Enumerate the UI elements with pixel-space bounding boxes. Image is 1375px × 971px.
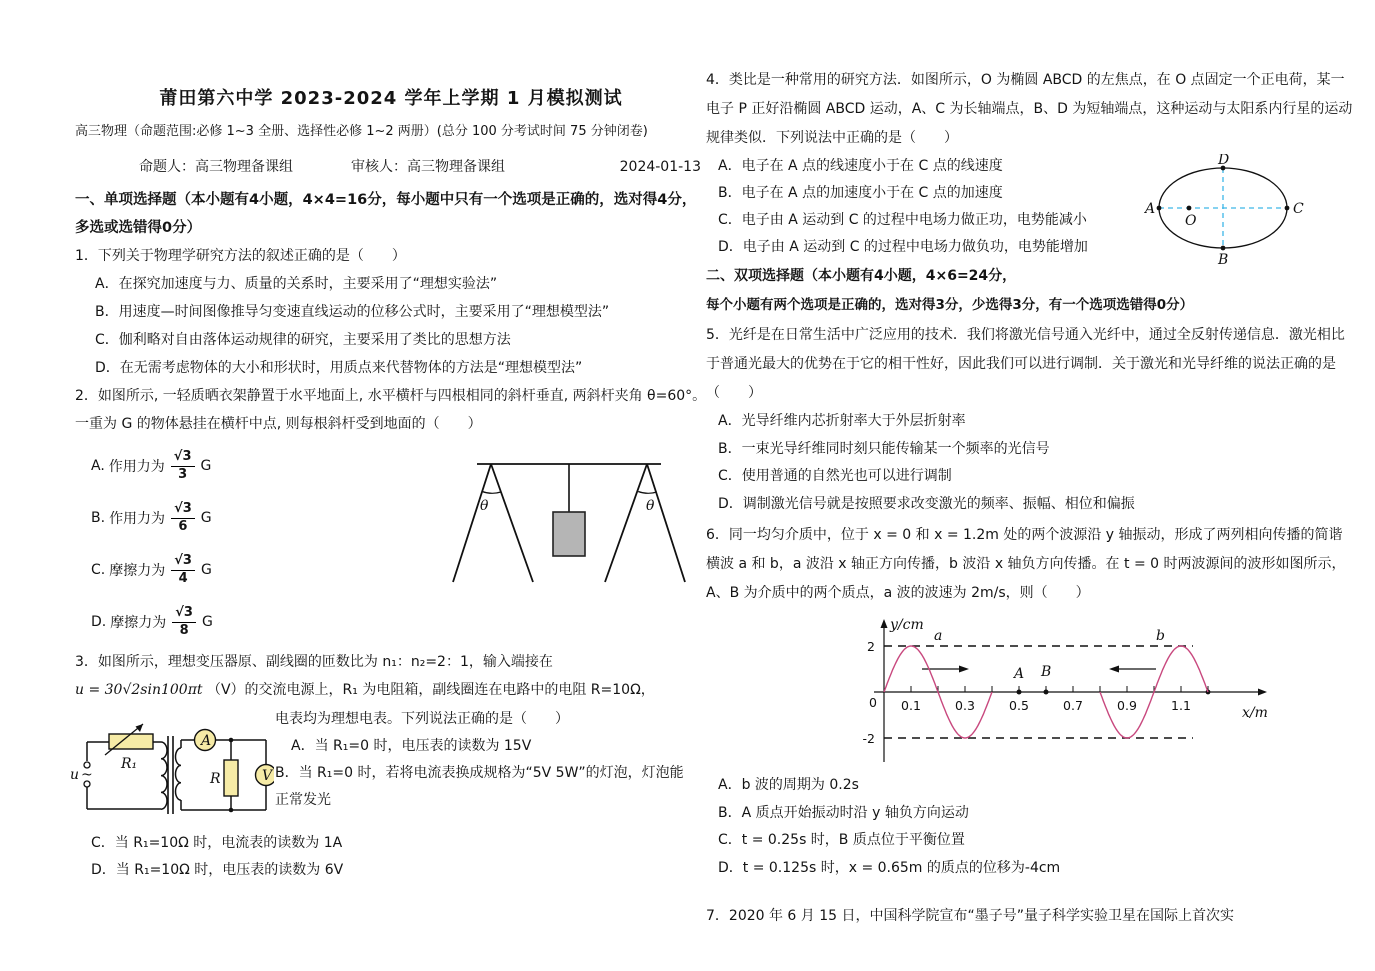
q1-option-c: C．伽利略对自由落体运动规律的研究，主要采用了类比的思想方法 [95, 332, 511, 348]
x-tick: 1.1 [1171, 698, 1191, 713]
transformer-circuit-figure [69, 708, 274, 826]
x-tick: 0.1 [901, 698, 921, 713]
x-tick: 0.3 [955, 698, 975, 713]
voltage-formula: u = 30√2sin100πt [75, 682, 203, 698]
ellipse-orbit-figure [1144, 154, 1308, 266]
q2-option-c: C. 摩擦力为 $\frac{√3}{4}$ G [91, 552, 212, 586]
x-tick: 0.7 [1063, 698, 1083, 713]
wave-figure-wrap [846, 614, 1356, 770]
q5-stem: 5．光纤是在日常生活中广泛应用的技术．我们将激光信号通入光纤中，通过全反射传递信息．激光相比于普通光最大的优势在于它的相干性好，因此我们可以进行调制．关于激光和光导纤维的说法正确的是（ ） [706, 327, 1345, 401]
q5-option-a: A．光导纤维内芯折射率大于外层折射率 [718, 413, 966, 429]
y-axis-label: y/cm [890, 617, 924, 633]
q3-option-b: B．当 R₁=0 时，若将电流表换成规格为“5V 5W”的灯泡，灯泡能 [275, 765, 684, 781]
exam-subtitle: 高三物理（命题范围:必修 1~3 全册、选择性必修 1~2 两册）(总分 100 分考试时间 75 分钟闭卷) [75, 124, 648, 139]
fraction: $\frac{√3}{4}$ [171, 554, 195, 587]
rheostat-label: R₁ [121, 756, 138, 772]
q5-option-d: D．调制激光信号就是按照要求改变激光的频率、振幅、相位和偏振 [718, 495, 1135, 512]
q4-option-d: D．电子由 A 运动到 C 的过程中电场力做负功，电势能增加 [718, 239, 1088, 255]
fraction: $\frac{√3}{6}$ [171, 502, 195, 535]
particle-b-label: B [1041, 664, 1052, 680]
fraction: $\frac{√3}{3}$ [171, 450, 195, 483]
theta-label-left: θ [480, 498, 489, 514]
q4-option-a: A．电子在 A 点的线速度小于在 C 点的线速度 [718, 158, 1003, 174]
wave-a-label: a [934, 628, 943, 644]
q1-option-a: A．在探究加速度与力、质量的关系时，主要采用了“理想实验法” [95, 276, 498, 292]
q2-option-b: B. 作用力为 $\frac{√3}{6}$ G [91, 500, 212, 534]
q3-option-b-cont: 正常发光 [275, 792, 331, 808]
q2-option-a: A. 作用力为 $\frac{√3}{3}$ G [91, 448, 212, 482]
q1-option-d: D．在无需考虑物体的大小和形状时，用质点来代替物体的方法是“理想模型法” [95, 360, 583, 376]
q3-option-d: D．当 R₁=10Ω 时，电压表的读数为 6V [91, 862, 344, 878]
fraction: $\frac{√3}{8}$ [172, 606, 196, 639]
y-tick-2: 2 [867, 639, 875, 654]
left-column [70, 84, 707, 884]
y-tick-neg2: -2 [862, 731, 875, 746]
q6-option-a: A．b 波的周期为 0.2s [718, 777, 859, 793]
ammeter-label: A [201, 733, 212, 749]
focus-o-label: O [1185, 213, 1197, 229]
right-column [706, 66, 1356, 931]
source-label: u ~ [70, 767, 93, 783]
section1-heading: 一、单项选择题（本小题有4小题，4×4=16分，每小题中只有一个选项是正确的，选对得4分，多选或选错得0分） [75, 192, 697, 236]
point-c-label: C [1293, 201, 1304, 217]
q6-option-b: B．A 质点开始振动时沿 y 轴负方向运动 [718, 804, 969, 821]
q6-option-c: C．t = 0.25s 时，B 质点位于平衡位置 [718, 832, 965, 848]
q3-stem-1: 3．如图所示，理想变压器原、副线圈的匝数比为 n₁：n₂=2：1，输入端接在 [75, 654, 553, 670]
x-tick: 0.9 [1117, 698, 1137, 713]
x-axis-label: x/m [1242, 705, 1268, 721]
point-b-label: B [1218, 252, 1229, 266]
q4-option-c: C．电子由 A 运动到 C 的过程中电场力做正功，电势能减小 [718, 212, 1087, 228]
page-title: 莆田第六中学 2023-2024 学年上学期 1 月模拟测试 [159, 88, 623, 109]
secondary-coil [176, 748, 182, 800]
q6-stem: 6．同一均匀介质中，位于 x = 0 和 x = 1.2m 处的两个波源沿 y 轴振动，形成了两列相向传播的简谐横波 a 和 b，a 波沿 x 轴正方向传播，b 波沿 x 轴负方向传播。在 t = 0 时两波源间的波形如图所示，A、B 为介质中的两个质点，a 波的波速为 2m/s，则（ ） [706, 527, 1346, 601]
q3-option-a: A．当 R₁=0 时，电压表的读数为 15V [291, 738, 532, 754]
q7-stem: 7．2020 年 6 月 15 日，中国科学院宣布“墨子号”量子科学实验卫星在国际上首次实 [706, 908, 1235, 924]
exam-info-row [75, 154, 707, 180]
q4-block [706, 66, 1356, 266]
section2-heading-2: 每个小题有两个选项是正确的，选对得3分，少选得3分，有一个选项选错得0分） [706, 297, 1194, 313]
hanging-weight [553, 512, 585, 556]
resistor-label: R [210, 771, 221, 787]
q3-figure-row [70, 706, 707, 830]
voltmeter-label: V [262, 768, 273, 784]
q1-stem: 1．下列关于物理学研究方法的叙述正确的是（ ） [75, 248, 406, 264]
y-tick-0: 0 [869, 695, 877, 710]
clothes-rack-figure [447, 450, 692, 592]
point-d-label: D [1218, 154, 1230, 168]
point-a-label: A [1145, 201, 1156, 217]
wave-b-label: b [1156, 628, 1165, 644]
q5-option-c: C．使用普通的自然光也可以进行调制 [718, 468, 952, 484]
primary-coil [161, 742, 167, 809]
q6-option-d: D．t = 0.125s 时，x = 0.65m 的质点的位移为-4cm [718, 859, 1061, 876]
q3-stem-2: u = 30√2sin100πt （V）的交流电源上，R₁ 为电阻箱，副线圈连在电路中的电阻 R=10Ω， [75, 682, 655, 698]
q4-option-b: B．电子在 A 点的加速度小于在 C 点的加速度 [718, 185, 1003, 201]
section2-heading-1: 二、双项选择题（本小题有4小题，4×6=24分， [706, 268, 1017, 284]
q2-stem: 2．如图所示, 一轻质晒衣架静置于水平地面上, 水平横杆与四根相同的斜杆垂直, 两斜杆夹角 θ=60°。一重为 G 的物体悬挂在横杆中点, 则每根斜杆受到地面的（ ） [75, 388, 707, 432]
q1-option-b: B．用速度—时间图像推导匀变速直线运动的位移公式时，主要采用了“理想模型法” [95, 304, 610, 320]
q3-option-c: C．当 R₁=10Ω 时，电流表的读数为 1A [91, 835, 343, 851]
reviewer-label: 审核人：高三物理备课组 [351, 159, 505, 175]
setter-label: 命题人：高三物理备课组 [139, 159, 293, 175]
q2-option-d: D. 摩擦力为 $\frac{√3}{8}$ G [91, 604, 213, 638]
q4-stem: 4．类比是一种常用的研究方法．如图所示，O 为椭圆 ABCD 的左焦点，在 O 点固定一个正电荷，某一电子 P 正好沿椭圆 ABCD 运动，A、C 为长轴端点，B、D 为短轴端点，这种运动与太阳系内行星的运动规律类似．下列说法中正确的是（ ） [706, 72, 1353, 146]
resistor-box [224, 760, 238, 796]
x-tick: 0.5 [1009, 698, 1029, 713]
q5-option-b: B．一束光导纤维同时刻只能传输某一个频率的光信号 [718, 440, 1050, 457]
q3-stem-3: 电表均为理想电表。下列说法正确的是（ ） [275, 711, 569, 727]
q2-options-block [75, 440, 707, 648]
wave-plot [846, 614, 1286, 766]
exam-date: 2024-01-13 [619, 159, 701, 175]
particle-a-label: A [1014, 666, 1025, 682]
theta-label-right: θ [646, 498, 655, 514]
